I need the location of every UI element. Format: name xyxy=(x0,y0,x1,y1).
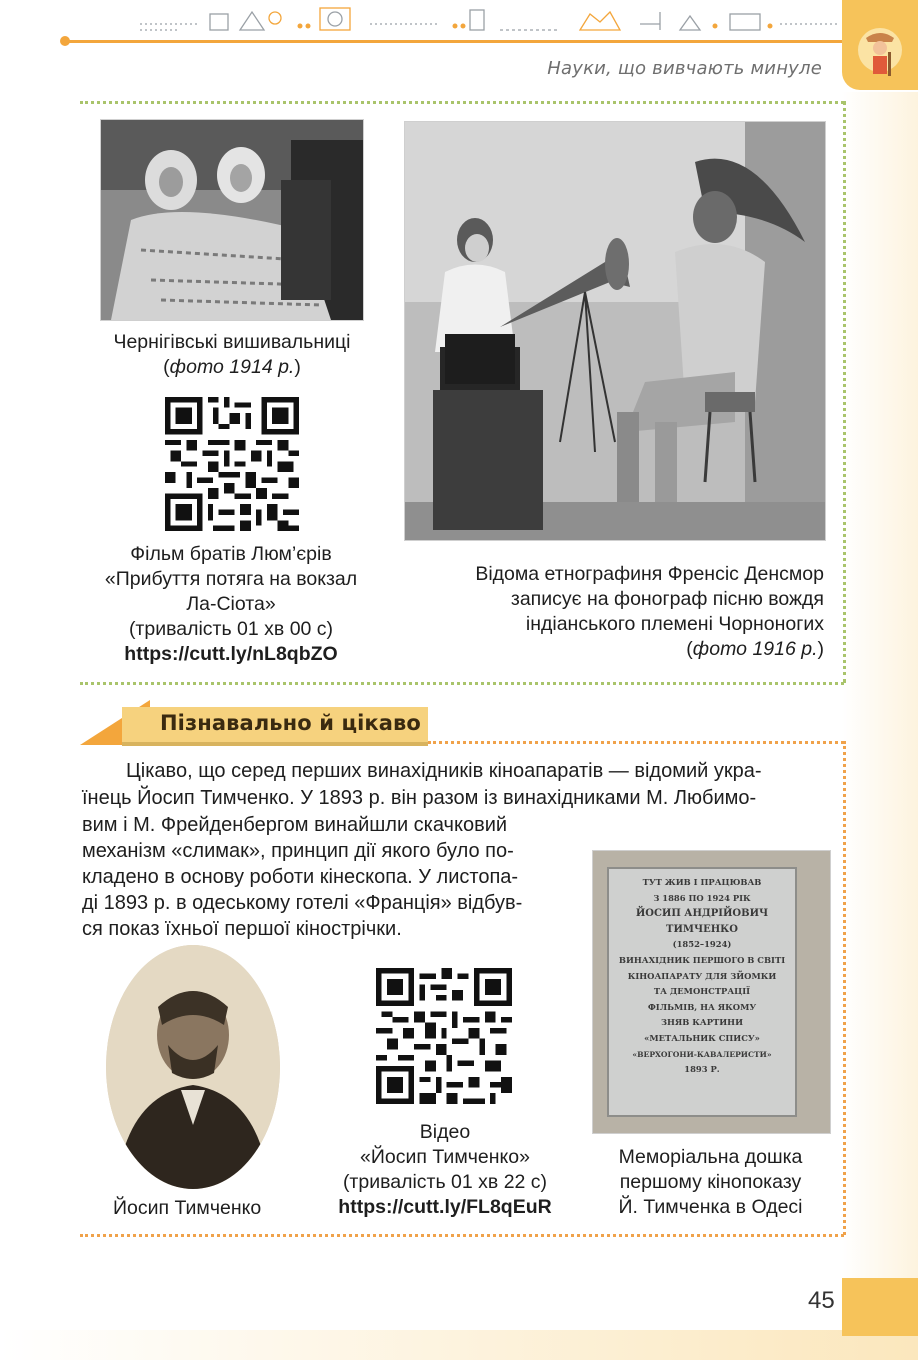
top-frame-right xyxy=(843,101,846,683)
lumiere-film-line1: Фільм братів Люм’єрів xyxy=(130,543,332,565)
plaque-line-4: ТИМЧЕНКО xyxy=(666,923,738,935)
lumiere-film-caption xyxy=(78,542,384,667)
lumiere-film-line3: Ла-Сіота» xyxy=(186,593,276,615)
box-paragraph-line-5: кладено в основу роботи кінескопа. У листопа- xyxy=(82,866,519,888)
embroiderers-caption-date: (фото 1914 р.) xyxy=(163,356,301,378)
embroiderers-caption-title: Чернігівські вишивальниці xyxy=(113,331,351,353)
plaque-line-1: ТУТ ЖИВ І ПРАЦЮВАВ xyxy=(642,877,762,887)
plaque-line-5: (1852–1924) xyxy=(672,939,732,950)
plaque-caption xyxy=(592,1145,829,1220)
header-decoration xyxy=(140,2,850,36)
header-rule xyxy=(66,40,856,43)
box-paragraph-line-3: вим і М. Фрейденбергом винайшли скачковий xyxy=(82,814,508,836)
plaque-line-13: 1893 Р. xyxy=(684,1064,720,1075)
plaque-caption-line1: Меморіальна дошка xyxy=(618,1146,803,1168)
page-side-strip xyxy=(842,92,918,1360)
embroiderers-caption xyxy=(92,330,372,380)
box-title: Пізнавально й цікаво xyxy=(160,711,421,735)
box-paragraph-line-6: ді 1893 р. в одеському готелі «Франція» відбув- xyxy=(82,892,523,914)
page-number-tab xyxy=(842,1278,918,1336)
corner-tab xyxy=(842,0,918,90)
qr-code-timchenko[interactable] xyxy=(376,968,512,1104)
running-title: Науки, що вивчають минуле xyxy=(547,58,822,79)
plaque-line-7: КІНОАПАРАТУ ДЛЯ ЗЙОМКИ xyxy=(627,970,777,981)
top-frame-top xyxy=(80,101,844,104)
box-paragraph-line-1: Цікаво, що серед перших винахідників кіноапаратів — відомий укра- xyxy=(126,760,762,782)
lumiere-film-line2: «Прибуття потяга на вокзал xyxy=(104,568,358,590)
timchenko-video-link[interactable]: https://cutt.ly/FL8qEuR xyxy=(338,1196,552,1218)
plaque-line-9: ФІЛЬМІВ, НА ЯКОМУ xyxy=(647,1001,757,1012)
densmore-caption-line2: записує на фонограф пісню вождя xyxy=(510,588,824,610)
box-frame-right xyxy=(843,741,846,1235)
plaque-caption-line3: Й. Тимченка в Одесі xyxy=(618,1196,803,1218)
box-paragraph-line-2: їнець Йосип Тимченко. У 1893 р. він разом із винахідниками М. Любимо- xyxy=(82,787,757,809)
densmore-caption-line3: індіанського племені Чорноногих xyxy=(525,613,824,635)
top-frame-bottom xyxy=(80,682,844,685)
timchenko-video-line2: «Йосип Тимченко» xyxy=(360,1146,530,1168)
lumiere-film-link[interactable]: https://cutt.ly/nL8qbZO xyxy=(124,643,338,665)
densmore-photo xyxy=(404,121,826,541)
plaque-line-2: З 1886 ПО 1924 РІК xyxy=(653,892,751,903)
timchenko-video-line1: Відео xyxy=(419,1121,471,1143)
banner-shadow xyxy=(122,742,428,746)
memorial-plaque xyxy=(607,867,797,1117)
densmore-caption-line1: Відома етнографиня Френсіс Денсмор xyxy=(475,563,824,585)
timchenko-video-caption xyxy=(308,1120,582,1220)
plaque-line-8: ТА ДЕМОНСТРАЦІЇ xyxy=(653,986,751,997)
densmore-caption-date: (фото 1916 р.) xyxy=(686,638,824,660)
portrait-caption: Йосип Тимченко xyxy=(113,1197,262,1219)
timchenko-video-duration: (тривалість 01 хв 22 с) xyxy=(342,1171,548,1193)
plaque-line-10: ЗНЯВ КАРТИНИ xyxy=(660,1017,744,1028)
lumiere-film-duration: (тривалість 01 хв 00 с) xyxy=(128,618,334,640)
qr-code-lumiere[interactable] xyxy=(164,397,300,531)
memorial-plaque-photo xyxy=(592,850,831,1134)
box-frame-top xyxy=(428,741,844,744)
plaque-line-6: ВИНАХІДНИК ПЕРШОГО В СВІТІ xyxy=(618,954,786,965)
plaque-line-11: «МЕТАЛЬНИК СПИСУ» xyxy=(644,1032,760,1043)
plaque-line-3: ЙОСИП АНДРІЙОВИЧ xyxy=(635,908,769,920)
box-paragraph-line-7: ся показ їхньої першої кінострічки. xyxy=(82,918,402,940)
timchenko-portrait xyxy=(106,945,280,1189)
box-frame-bottom xyxy=(80,1234,844,1237)
densmore-caption xyxy=(404,562,824,662)
plaque-caption-line2: першому кінопоказу xyxy=(619,1171,802,1193)
box-paragraph-line-4: механізм «слимак», принцип дії якого було по- xyxy=(82,840,514,862)
explorer-icon xyxy=(842,0,918,90)
page-number: 45 xyxy=(808,1287,835,1314)
plaque-line-12: «ВЕРХОГОНИ-КАВАЛЕРИСТИ» xyxy=(632,1049,772,1059)
footer-gradient xyxy=(0,1330,918,1360)
embroiderers-photo xyxy=(100,119,364,321)
